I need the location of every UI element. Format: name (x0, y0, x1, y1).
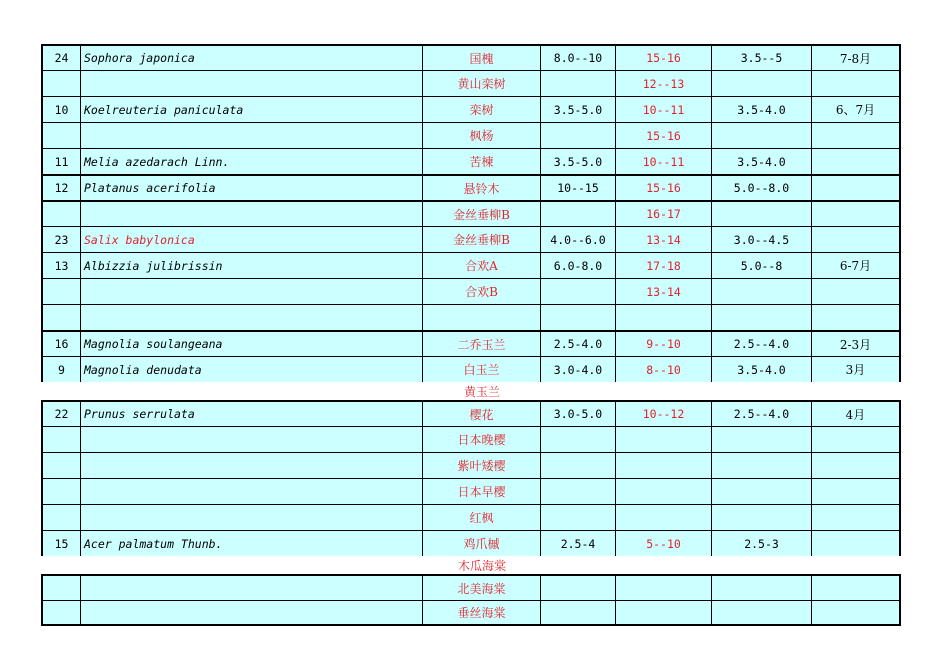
row-number-cell: 10 (41, 97, 81, 122)
latin-name-cell: Acer palmatum Thunb. (81, 531, 423, 556)
height-range-cell: 3.5-4.0 (712, 357, 812, 382)
species-name-cell: 国槐 (423, 46, 541, 70)
flowering-month-cell (812, 305, 901, 330)
latin-name-cell (81, 279, 423, 304)
latin-name-cell (81, 202, 423, 226)
table-row (41, 400, 901, 426)
species-name-cell: 白玉兰 (423, 357, 541, 382)
height-range-cell: 3.5--5 (712, 46, 812, 70)
size-range-cell: 3.0-5.0 (541, 402, 616, 426)
latin-name-cell: Salix babylonica (81, 227, 423, 252)
row-number-cell: 15 (41, 531, 81, 556)
height-range-cell: 3.0--4.5 (712, 227, 812, 252)
flowering-month-cell: 7-8月 (812, 46, 901, 70)
spec-range-cell (616, 305, 712, 330)
table-row (41, 122, 901, 148)
empty-cell (81, 382, 423, 400)
flowering-month-cell: 2-3月 (812, 332, 901, 356)
size-range-cell (541, 601, 616, 624)
height-range-cell (712, 202, 812, 226)
latin-name-cell (81, 479, 423, 504)
latin-name-cell: Magnolia denudata (81, 357, 423, 382)
row-number-cell (41, 71, 81, 96)
latin-name-cell (81, 576, 423, 600)
empty-cell (616, 382, 712, 400)
species-name-cell: 木瓜海棠 (457, 558, 506, 573)
table-row (41, 426, 901, 452)
flowering-month-cell (812, 505, 901, 530)
spec-range-cell: 10--11 (616, 149, 712, 174)
species-name-cell: 鸡爪槭 (423, 531, 541, 556)
row-number-cell: 22 (41, 402, 81, 426)
height-range-cell (712, 576, 812, 600)
spec-range-cell: 12--13 (616, 71, 712, 96)
height-range-cell (712, 505, 812, 530)
latin-name-cell: Koelreuteria paniculata (81, 97, 423, 122)
flowering-month-cell (812, 453, 901, 478)
species-name-cell: 金丝垂柳B (423, 227, 541, 252)
species-name-cell: 黄玉兰 (463, 384, 500, 399)
latin-name-cell: Sophora japonica (81, 46, 423, 70)
table-row (41, 96, 901, 122)
latin-name-cell: Platanus acerifolia (81, 176, 423, 200)
spec-range-cell: 15-16 (616, 46, 712, 70)
spec-range-cell (616, 479, 712, 504)
latin-name-cell: Prunus serrulata (81, 402, 423, 426)
height-range-cell: 5.0--8.0 (712, 176, 812, 200)
size-range-cell: 6.0-8.0 (541, 253, 616, 278)
species-name-cell: 樱花 (423, 402, 541, 426)
size-range-cell (541, 305, 616, 330)
empty-cell (812, 382, 901, 400)
species-name-cell: 枫杨 (423, 123, 541, 148)
table-row (41, 356, 901, 382)
size-range-cell: 2.5-4.0 (541, 332, 616, 356)
table-row (41, 600, 901, 626)
species-name-cell: 栾树 (423, 97, 541, 122)
species-name-cell: 日本早樱 (423, 479, 541, 504)
empty-cell (712, 382, 812, 400)
flowering-month-cell (812, 427, 901, 452)
size-range-cell (541, 576, 616, 600)
empty-cell (616, 556, 712, 574)
flowering-month-cell (812, 279, 901, 304)
spec-range-cell (616, 505, 712, 530)
latin-name-cell (81, 71, 423, 96)
spec-range-cell (616, 427, 712, 452)
height-range-cell: 5.0--8 (712, 253, 812, 278)
size-range-cell: 10--15 (541, 176, 616, 200)
height-range-cell: 3.5-4.0 (712, 97, 812, 122)
row-number-cell (41, 601, 81, 624)
latin-name-cell (81, 505, 423, 530)
table-row (41, 70, 901, 96)
species-name-cell: 苦楝 (423, 149, 541, 174)
spec-range-cell: 17-18 (616, 253, 712, 278)
table-row (41, 278, 901, 304)
flowering-month-cell (812, 531, 901, 556)
height-range-cell (712, 305, 812, 330)
row-number-cell (41, 305, 81, 330)
spec-range-cell (616, 576, 712, 600)
latin-name-cell (81, 305, 423, 330)
spec-range-cell: 13-14 (616, 279, 712, 304)
flowering-month-cell (812, 576, 901, 600)
table-row (41, 226, 901, 252)
height-range-cell (712, 71, 812, 96)
species-name-cell: 垂丝海棠 (423, 601, 541, 624)
flowering-month-cell (812, 601, 901, 624)
species-name-cell: 二乔玉兰 (423, 332, 541, 356)
size-range-cell: 2.5-4 (541, 531, 616, 556)
table-row (41, 330, 901, 356)
table-row (41, 200, 901, 226)
species-name-cell: 黄山栾树 (423, 71, 541, 96)
table-row (41, 478, 901, 504)
size-range-cell (541, 279, 616, 304)
flowering-month-cell (812, 71, 901, 96)
row-number-cell (41, 479, 81, 504)
species-name-cell: 日本晚樱 (423, 427, 541, 452)
empty-cell (812, 556, 901, 574)
species-name-cell: 悬铃木 (423, 176, 541, 200)
row-number-cell (41, 202, 81, 226)
table-row (41, 252, 901, 278)
latin-name-cell (81, 123, 423, 148)
row-number-cell: 13 (41, 253, 81, 278)
height-range-cell: 2.5-3 (712, 531, 812, 556)
table-row (41, 304, 901, 330)
latin-name-cell: Albizzia julibrissin (81, 253, 423, 278)
height-range-cell (712, 123, 812, 148)
species-name-cell: 紫叶矮樱 (423, 453, 541, 478)
flowering-month-cell: 3月 (812, 357, 901, 382)
spec-range-cell: 10--11 (616, 97, 712, 122)
spec-range-cell: 15-16 (616, 123, 712, 148)
latin-name-cell (81, 601, 423, 624)
empty-cell (41, 556, 81, 574)
size-range-cell (541, 427, 616, 452)
size-range-cell (541, 123, 616, 148)
latin-name-cell: Melia azedarach Linn. (81, 149, 423, 174)
row-number-cell (41, 279, 81, 304)
spec-range-cell: 16-17 (616, 202, 712, 226)
plant-spec-table (41, 44, 901, 626)
row-number-cell: 24 (41, 46, 81, 70)
height-range-cell (712, 453, 812, 478)
row-number-cell (41, 576, 81, 600)
size-range-cell: 3.0-4.0 (541, 357, 616, 382)
spec-range-cell: 10--12 (616, 402, 712, 426)
table-row (41, 530, 901, 556)
flowering-month-cell (812, 123, 901, 148)
table-row (41, 504, 901, 530)
empty-cell (712, 556, 812, 574)
flowering-month-cell (812, 202, 901, 226)
height-range-cell (712, 279, 812, 304)
row-number-cell: 12 (41, 176, 81, 200)
row-number-cell (41, 505, 81, 530)
flowering-month-cell: 6、7月 (812, 97, 901, 122)
table-row (41, 452, 901, 478)
spec-range-cell: 13-14 (616, 227, 712, 252)
spec-range-cell (616, 601, 712, 624)
flowering-month-cell (812, 149, 901, 174)
species-name-cell: 北美海棠 (423, 576, 541, 600)
height-range-cell: 3.5-4.0 (712, 149, 812, 174)
species-name-cell: 金丝垂柳B (423, 202, 541, 226)
spec-range-cell: 9--10 (616, 332, 712, 356)
height-range-cell (712, 601, 812, 624)
flowering-month-cell (812, 479, 901, 504)
row-number-cell: 11 (41, 149, 81, 174)
species-name-cell: 合欢B (423, 279, 541, 304)
flowering-month-cell (812, 227, 901, 252)
table-orphan-row (41, 382, 901, 400)
empty-cell (541, 382, 616, 400)
size-range-cell: 4.0--6.0 (541, 227, 616, 252)
height-range-cell: 2.5--4.0 (712, 402, 812, 426)
height-range-cell (712, 427, 812, 452)
spec-range-cell: 5--10 (616, 531, 712, 556)
row-number-cell (41, 453, 81, 478)
empty-cell (81, 556, 423, 574)
species-name-cell (423, 305, 541, 330)
table-row (41, 574, 901, 600)
size-range-cell (541, 202, 616, 226)
empty-cell (541, 556, 616, 574)
table-row (41, 148, 901, 174)
empty-cell (41, 382, 81, 400)
row-number-cell (41, 123, 81, 148)
species-name-cell: 合欢A (423, 253, 541, 278)
spec-range-cell: 15-16 (616, 176, 712, 200)
size-range-cell (541, 479, 616, 504)
table-orphan-row (41, 556, 901, 574)
row-number-cell: 16 (41, 332, 81, 356)
height-range-cell (712, 479, 812, 504)
flowering-month-cell: 4月 (812, 402, 901, 426)
flowering-month-cell (812, 176, 901, 200)
size-range-cell: 3.5-5.0 (541, 97, 616, 122)
size-range-cell: 3.5-5.0 (541, 149, 616, 174)
table-row (41, 44, 901, 70)
size-range-cell (541, 453, 616, 478)
latin-name-cell: Magnolia soulangeana (81, 332, 423, 356)
size-range-cell: 8.0--10 (541, 46, 616, 70)
latin-name-cell (81, 427, 423, 452)
latin-name-cell (81, 453, 423, 478)
table-row (41, 174, 901, 200)
spec-range-cell (616, 453, 712, 478)
size-range-cell (541, 71, 616, 96)
row-number-cell: 9 (41, 357, 81, 382)
size-range-cell (541, 505, 616, 530)
species-name-cell: 红枫 (423, 505, 541, 530)
spec-range-cell: 8--10 (616, 357, 712, 382)
row-number-cell (41, 427, 81, 452)
height-range-cell: 2.5--4.0 (712, 332, 812, 356)
flowering-month-cell: 6-7月 (812, 253, 901, 278)
row-number-cell: 23 (41, 227, 81, 252)
